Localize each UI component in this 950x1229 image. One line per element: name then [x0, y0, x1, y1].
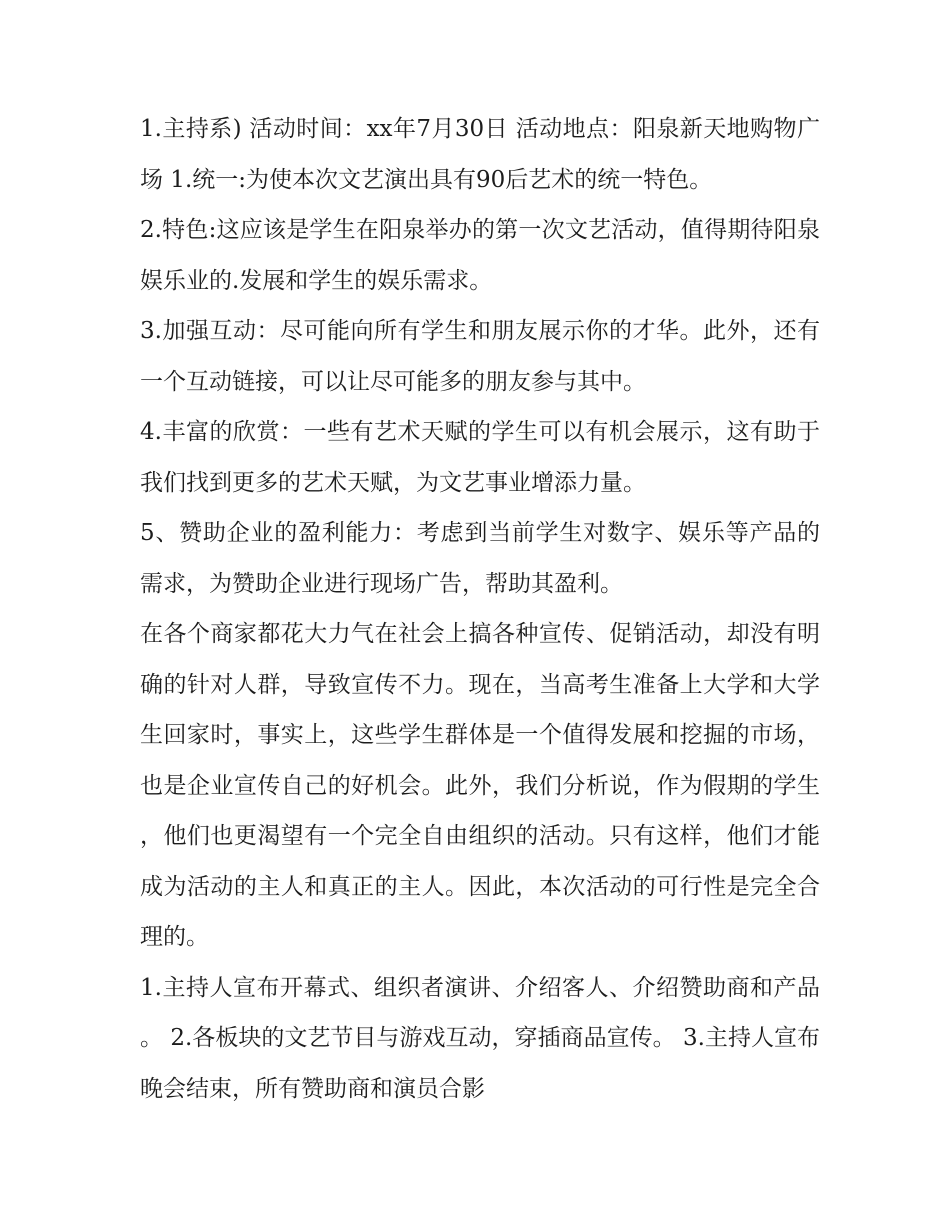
- paragraph-feature: 2.特色:这应该是学生在阳泉举办的第一次文艺活动，值得期待阳泉娱乐业的.发展和学生的娱乐需求。: [140, 217, 820, 294]
- paragraph-feasibility: 在各个商家都花大力气在社会上搞各种宣传、促销活动，却没有明确的针对人群，导致宣传不力。现在，当高考生准备上大学和大学生回家时，事实上，这些学生群体是一个值得发展和挖掘的市场，也是企业宣传自己的好机会。此外，我们分析说，作为假期的学生，他们也更渴望有一个完全自由组织的活动。只有这样，他们才能成为活动的主人和真正的主人。因此，本次活动的可行性是完全合理的。: [140, 621, 820, 950]
- document-body: [140, 104, 820, 1114]
- paragraph-event-info: 1.主持系) 活动时间：xx年7月30日 活动地点：阳泉新天地购物广场 1.统一:为使本次文艺演出具有90后艺术的统一特色。: [140, 116, 820, 193]
- paragraph-sponsor-profit: 5、赞助企业的盈利能力：考虑到当前学生对数字、娱乐等产品的需求，为赞助企业进行现场广告，帮助其盈利。: [140, 520, 820, 597]
- paragraph-interaction: 3.加强互动：尽可能向所有学生和朋友展示你的才华。此外，还有一个互动链接，可以让尽可能多的朋友参与其中。: [140, 318, 820, 395]
- paragraph-program-flow: 1.主持人宣布开幕式、组织者演讲、介绍客人、介绍赞助商和产品。 2.各板块的文艺节目与游戏互动，穿插商品宣传。 3.主持人宣布晚会结束，所有赞助商和演员合影: [140, 974, 820, 1102]
- paragraph-appreciation: 4.丰富的欣赏：一些有艺术天赋的学生可以有机会展示，这有助于我们找到更多的艺术天赋，为文艺事业增添力量。: [140, 419, 820, 496]
